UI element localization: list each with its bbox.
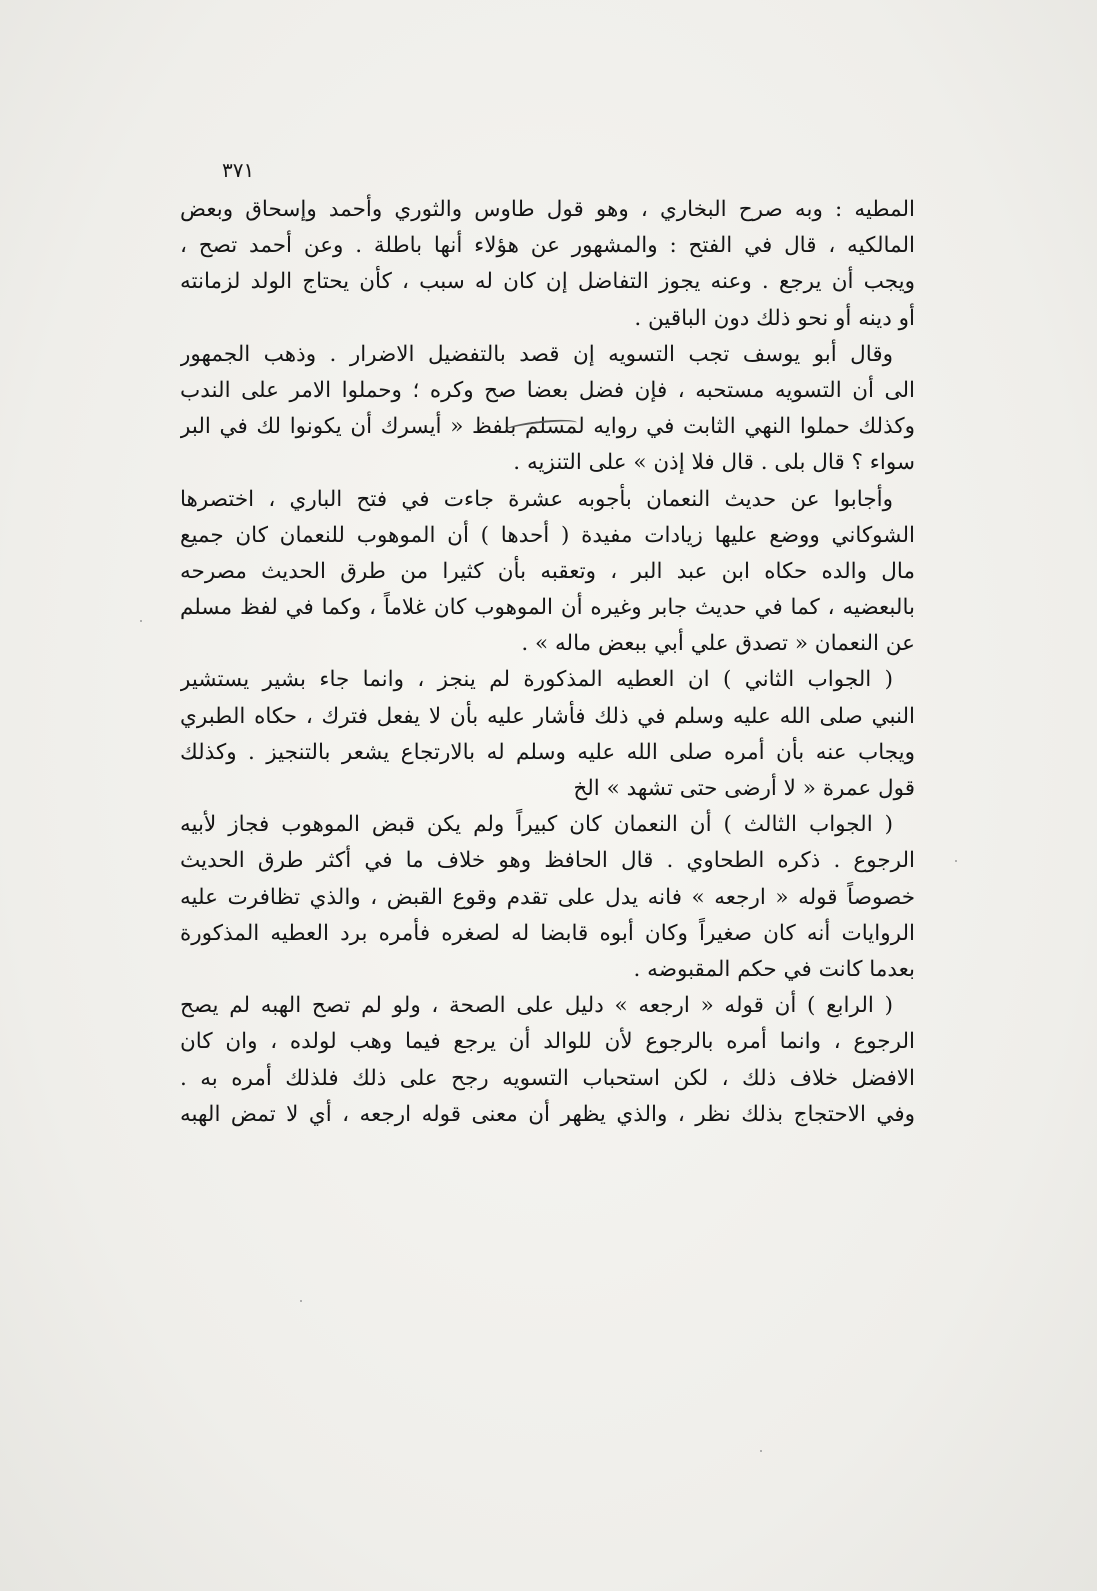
text-line: الروايات أنه كان صغيراً وكان أبوه قابضا له لصغره فأمره برد العطيه المذكورة: [180, 920, 915, 946]
text-line: أو دينه أو نحو ذلك دون الباقين .: [634, 305, 915, 331]
text-line: المطيه : وبه صرح البخاري ، وهو قول طاوس والثوري وأحمد وإسحاق وبعض: [180, 197, 915, 222]
text-line: ويجب أن يرجع . وعنه يجوز التفاضل إن كان له سبب ، كأن يحتاج الولد لزمانته: [180, 269, 915, 295]
text-line: ( الجواب الثالث ) أن النعمان كان كبيراً ولم يكن قبض الموهوب فجاز لأبيه: [180, 812, 893, 838]
text-line: ويجاب عنه بأن أمره صلى الله عليه وسلم له بالارتجاع يشعر بالتنجيز . وكذلك: [180, 739, 915, 765]
text-line: عن النعمان « تصدق علي أبي ببعض ماله » .: [521, 631, 915, 657]
text-line: سواء ؟ قال بلى . قال فلا إذن » على التنزيه .: [513, 450, 915, 476]
scan-speck: [955, 860, 957, 862]
scan-speck: [300, 1300, 302, 1302]
text-line: الشوكاني ووضع عليها زيادات مفيدة ( أحدها ) أن الموهوب للنعمان كان جميع: [180, 522, 915, 548]
scan-speck: [760, 1450, 762, 1452]
text-line: قول عمرة « لا أرضى حتى تشهد » الخ: [573, 776, 915, 801]
text-line: خصوصاً قوله « ارجعه » فانه يدل على تقدم وقوع القبض ، والذي تظافرت عليه: [180, 884, 915, 910]
text-line: النبي صلى الله عليه وسلم في ذلك فأشار عليه بأن لا يفعل فترك ، حكاه الطبري: [180, 703, 915, 729]
page-number: ٣٧١: [222, 158, 255, 182]
text-line: وقال أبو يوسف تجب التسويه إن قصد بالتفضيل الاضرار . وذهب الجمهور: [180, 341, 893, 367]
text-line: بعدما كانت في حكم المقبوضه .: [633, 956, 915, 982]
text-line: بالبعضيه ، كما في حديث جابر وغيره أن الموهوب كان غلاماً ، وكما في لفظ مسلم: [180, 595, 915, 621]
text-line: وكذلك حملوا النهي الثابت في روايه لمسلم بلفظ « أيسرك أن يكونوا لك في البر: [180, 414, 915, 440]
text-line: الرجوع ، وانما أمره بالرجوع لأن للوالد أن يرجع فيما وهب لولده ، وان كان: [180, 1029, 915, 1055]
text-line: الرجوع . ذكره الطحاوي . قال الحافظ وهو خلاف ما في أكثر طرق الحديث: [180, 848, 915, 874]
text-line: مال والده حكاه ابن عبد البر ، وتعقبه بأن كثيرا من طرق الحديث مصرحه: [180, 558, 915, 584]
text-line: وفي الاحتجاج بذلك نظر ، والذي يظهر أن معنى قوله ارجعه ، أي لا تمض الهبه: [180, 1101, 915, 1127]
text-line: المالكيه ، قال في الفتح : والمشهور عن هؤلاء أنها باطلة . وعن أحمد تصح ،: [180, 233, 915, 259]
body-text: [180, 192, 915, 1133]
text-line: الافضل خلاف ذلك ، لكن استحباب التسويه رجح على ذلك فلذلك أمره به .: [180, 1065, 915, 1091]
text-line: ( الرابع ) أن قوله « ارجعه » دليل على الصحة ، ولو لم تصح الهبه لم يصح: [180, 993, 893, 1019]
text-line: الى أن التسويه مستحبه ، فإن فضل بعضا صح وكره ؛ وحملوا الامر على الندب: [180, 377, 915, 403]
text-line: ( الجواب الثاني ) ان العطيه المذكورة لم ينجز ، وانما جاء بشير يستشير: [180, 667, 893, 693]
scan-speck: [140, 620, 142, 622]
text-line: وأجابوا عن حديث النعمان بأجوبه عشرة جاءت في فتح الباري ، اختصرها: [180, 486, 893, 512]
